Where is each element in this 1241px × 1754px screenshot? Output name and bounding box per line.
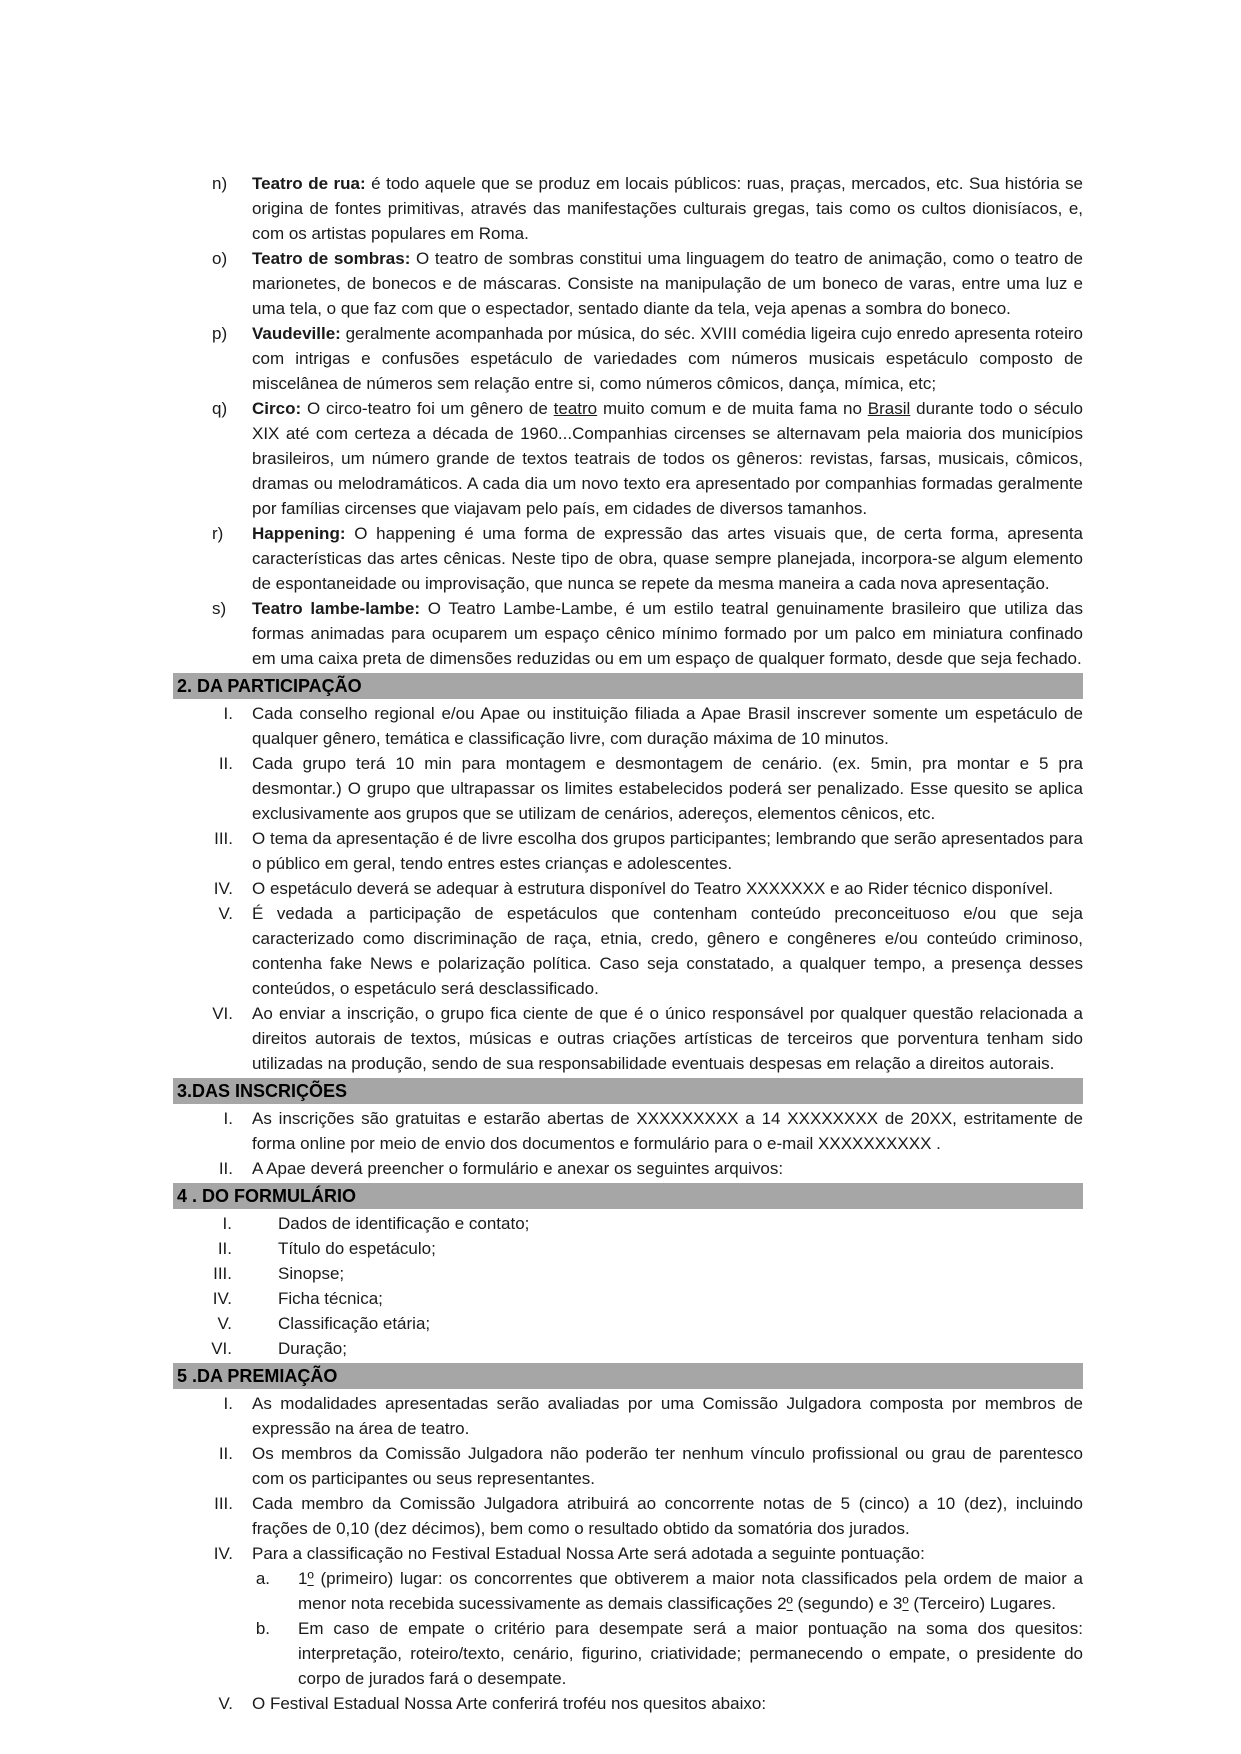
participacao-item-5 [173,901,1083,1001]
item-text: Sinopse; [278,1264,345,1283]
list-marker: I. [223,1394,233,1413]
item-text: Em caso de empate o critério para desempate será a maior pontuação na soma dos quesitos: interpretação, roteiro/texto, cenário, figurino, criatividade; permanecendo o empate, o presidente do corpo de jurados fará o desempate. [298,1619,1083,1688]
list-marker: p) [212,324,228,343]
list-marker: b. [255,1619,270,1638]
formulario-item-5 [173,1311,1083,1336]
term-definition [252,171,1083,246]
term-definition [252,321,1083,396]
premiacao-subitem-a [173,1566,1083,1616]
formulario-item-2 [173,1236,1083,1261]
item-text-part: (primeiro) lugar: os concorrentes que obtiverem a maior nota classificados pela ordem de maior a menor nota recebida sucessivamente as demais classificações 2 [298,1569,1083,1613]
item-text: Cada grupo terá 10 min para montagem e desmontagem de cenário. (ex. 5min, pra montar e 5 pra desmontar.) O grupo que ultrapassar os limites estabelecidos poderá ser penalizado. Esse quesito se aplica exclusivamente aos grupos que se utilizam de cenários, adereços, elementos cênicos, etc. [252,754,1083,823]
term-label: Happening: [252,524,346,543]
list-marker: IV. [213,879,233,898]
section-header-inscricoes: 3.DAS INSCRIÇÕES [173,1078,1083,1104]
term-label: Teatro de rua: [252,174,366,193]
premiacao-item-5 [173,1691,1083,1716]
item-text-part: (segundo) e 3 [792,1594,903,1613]
list-marker: V. [217,1314,232,1333]
formulario-item-3 [173,1261,1083,1286]
item-text [298,1566,1083,1616]
term-definition [252,596,1083,671]
list-marker: n) [212,174,228,193]
formulario-item-4 [173,1286,1083,1311]
section-header-premiacao: 5 .DA PREMIAÇÃO [173,1363,1083,1389]
item-text: As inscrições são gratuitas e estarão abertas de XXXXXXXXX a 14 XXXXXXXX de 20XX, estritamente de forma online por meio de envio dos documentos e formulário para o e-mail XXXXXXXXXX . [252,1109,1083,1153]
glossary-item-n [173,171,1083,246]
list-marker: VI. [212,1004,233,1023]
list-marker: II. [217,1239,232,1258]
item-text: Os membros da Comissão Julgadora não poderão ter nenhum vínculo profissional ou grau de parentesco com os participantes ou seus representantes. [252,1444,1083,1488]
term-text: O teatro de sombras constitui uma linguagem do teatro de animação, como o teatro de marionetes, de bonecos e de máscaras. Consiste na manipulação de um boneco de varas, entre uma luz e uma tela, o que faz com que o espectador, sentado diante da tela, veja apenas a sombra do boneco. [252,249,1083,318]
term-definition [252,521,1083,596]
item-text: Ficha técnica; [278,1289,383,1308]
term-label: Teatro de sombras: [252,249,411,268]
list-marker: r) [212,524,224,543]
term-text: O circo-teatro foi um gênero de [306,399,554,418]
participacao-item-4 [173,876,1083,901]
inscricoes-item-1 [173,1106,1083,1156]
formulario-item-6 [173,1336,1083,1361]
glossary-item-q [173,396,1083,521]
term-label: Vaudeville: [252,324,341,343]
item-text: O espetáculo deverá se adequar à estrutura disponível do Teatro XXXXXXX e ao Rider técnico disponível. [252,879,1054,898]
term-text: durante todo o século XIX até com certeza a década de 1960...Companhias circenses se alternavam pela maioria dos municípios brasileiros, um número grande de textos teatrais de todos os gêneros: revistas, farsas, musicais, cômicos, dramas ou melodramáticos. A cada dia um novo texto era apresentado por companhias formadas geralmente por famílias circenses que viajavam pelo país, em cidades de diversos tamanhos. [252,399,1083,518]
list-marker: VI. [211,1339,232,1358]
ordinal-indicator: º [307,1569,314,1588]
list-marker: II. [218,754,233,773]
glossary-item-o [173,246,1083,321]
list-marker: II. [218,1444,233,1463]
item-text: Classificação etária; [278,1314,431,1333]
term-text: é todo aquele que se produz em locais públicos: ruas, praças, mercados, etc. Sua história se origina de fontes primitivas, através das manifestações culturais gregas, tais como os cultos dionisíacos, e, com os artistas populares em Roma. [252,174,1083,243]
list-marker: IV. [212,1289,232,1308]
premiacao-subitem-b [173,1616,1083,1691]
term-definition [252,246,1083,321]
term-text: muito comum e de muita fama no [597,399,868,418]
participacao-item-1 [173,701,1083,751]
list-marker: IV. [213,1544,233,1563]
list-marker: o) [212,249,228,268]
item-text-part: 1 [298,1569,308,1588]
premiacao-item-3 [173,1491,1083,1541]
glossary-item-p [173,321,1083,396]
formulario-item-1 [173,1211,1083,1236]
list-marker: I. [222,1214,232,1233]
item-text: Para a classificação no Festival Estadual Nossa Arte será adotada a seguinte pontuação: [252,1544,925,1563]
glossary-item-s [173,596,1083,671]
item-text: Duração; [278,1339,347,1358]
term-definition [252,396,1083,521]
item-text: Cada conselho regional e/ou Apae ou instituição filiada a Apae Brasil inscrever somente um espetáculo de qualquer gênero, temática e classificação livre, com duração máxima de 10 minutos. [252,704,1083,748]
item-text: Cada membro da Comissão Julgadora atribuirá ao concorrente notas de 5 (cinco) a 10 (dez), incluindo frações de 0,10 (dez décimos), bem como o resultado obtido da somatória dos jurados. [252,1494,1083,1538]
ordinal-indicator: º [786,1594,793,1613]
list-marker: s) [212,599,227,618]
term-label: Circo: [252,399,302,418]
item-text: O Festival Estadual Nossa Arte conferirá troféu nos quesitos abaixo: [252,1694,767,1713]
term-text: O Teatro Lambe-Lambe, é um estilo teatral genuinamente brasileiro que utiliza das formas animadas para ocuparem um espaço cênico mínimo formado por um palco em miniatura confinado em uma caixa preta de dimensões reduzidas ou em um espaço de qualquer formato, desde que seja fechado. [252,599,1083,668]
premiacao-item-2 [173,1441,1083,1491]
ordinal-indicator: º [902,1594,909,1613]
participacao-item-2 [173,751,1083,826]
list-marker: I. [223,704,233,723]
participacao-item-6 [173,1001,1083,1076]
item-text: É vedada a participação de espetáculos que contenham conteúdo preconceituoso e/ou que seja caracterizado como discriminação de raça, etnia, credo, gênero e congêneres e/ou conteúdo criminoso, contenha fake News e polarização política. Caso seja constatado, a qualquer tempo, a presença desses conteúdos, o espetáculo será desclassificado. [252,904,1083,998]
list-marker: III. [214,1494,233,1513]
list-marker: a. [255,1569,270,1588]
list-marker: III. [213,1264,232,1283]
list-marker: III. [214,829,233,848]
list-marker: V. [218,904,233,923]
item-text: O tema da apresentação é de livre escolha dos grupos participantes; lembrando que serão apresentados para o público em geral, tendo entres estes crianças e adolescentes. [252,829,1083,873]
section-header-formulario: 4 . DO FORMULÁRIO [173,1183,1083,1209]
section-header-participacao: 2. DA PARTICIPAÇÃO [173,673,1083,699]
link-teatro[interactable]: teatro [553,399,598,418]
link-brasil[interactable]: Brasil [867,399,911,418]
list-marker: II. [218,1159,233,1178]
item-text: Título do espetáculo; [278,1239,436,1258]
list-marker: q) [212,399,228,418]
glossary-item-r [173,521,1083,596]
item-text: Ao enviar a inscrição, o grupo fica ciente de que é o único responsável por qualquer questão relacionada a direitos autorais de textos, músicas e outras criações artísticas de terceiros que porventura tenham sido utilizadas na produção, sendo de sua responsabilidade eventuais despesas em relação a direitos autorais. [252,1004,1083,1073]
premiacao-item-1 [173,1391,1083,1441]
item-text: Dados de identificação e contato; [278,1214,530,1233]
item-text: As modalidades apresentadas serão avaliadas por uma Comissão Julgadora composta por membros de expressão na área de teatro. [252,1394,1083,1438]
item-text: A Apae deverá preencher o formulário e anexar os seguintes arquivos: [252,1159,784,1178]
list-marker: V. [218,1694,233,1713]
term-label: Teatro lambe-lambe: [252,599,420,618]
participacao-item-3 [173,826,1083,876]
list-marker: I. [223,1109,233,1128]
item-text-part: (Terceiro) Lugares. [908,1594,1056,1613]
term-text: geralmente acompanhada por música, do séc. XVIII comédia ligeira cujo enredo apresenta roteiro com intrigas e confusões espetáculo de variedades com números musicais espetáculo composto de miscelânea de números sem relação entre si, como números cômicos, dança, mímica, etc; [252,324,1083,393]
term-text: O happening é uma forma de expressão das artes visuais que, de certa forma, apresenta características das artes cênicas. Neste tipo de obra, quase sempre planejada, incorpora-se algum elemento de espontaneidade ou improvisação, que nunca se repete da mesma maneira a cada nova apresentação. [252,524,1084,593]
document-content [173,0,1083,1716]
inscricoes-item-2 [173,1156,1083,1181]
premiacao-item-4 [173,1541,1083,1566]
